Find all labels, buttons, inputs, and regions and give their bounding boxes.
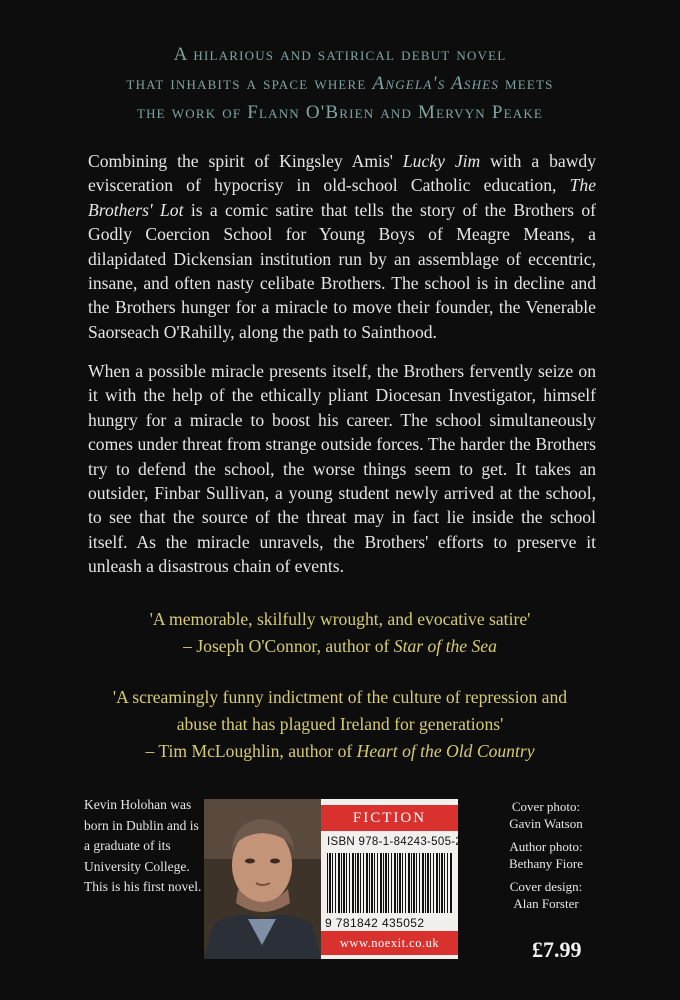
tagline-line-1: A hilarious and satirical debut novel xyxy=(173,44,507,65)
barcode-panel xyxy=(321,799,463,959)
review-1-author: – Joseph O'Connor, author of xyxy=(183,636,394,656)
blurb-p1-start: Combining the spirit of Kingsley Amis' xyxy=(88,151,403,171)
review-quote-2-line-2: abuse that has plagued Ireland for generations' xyxy=(176,714,504,734)
price: £7.99 xyxy=(532,937,582,962)
credit-cover-design xyxy=(478,879,614,912)
review-attribution-2 xyxy=(40,738,640,764)
credit-cover-photo xyxy=(478,799,614,832)
blurb-book-title: The Brothers' Lot xyxy=(88,175,596,220)
review-quote-1: 'A memorable, skilfully wrought, and evocative satire' xyxy=(149,609,531,629)
credit-role: Cover photo: xyxy=(511,799,581,814)
author-bio: Kevin Holohan was born in Dublin and is a graduate of its University College. This is his first novel. xyxy=(84,797,202,895)
blurb-p1-middle: with a bawdy evisceration of hypocrisy in old-school Catholic education, xyxy=(88,151,596,196)
tagline-line-2 xyxy=(40,69,640,98)
credit-name: Alan Forster xyxy=(513,895,579,911)
tagline-line-2-end: meets xyxy=(499,73,554,94)
tagline xyxy=(40,40,640,127)
blurb-paragraph-2: When a possible miracle presents itself, the Brothers fervently seize on it with the help of the ethically pliant Diocesan Investigator, himself hungry for a miracle to boost his career. The school simultaneously comes under threat from strange outside forces. The harder the Brothers try to defend the school, the worse things seem to get. It takes an outsider, Finbar Sullivan, a young student newly arrived at the school, to see that the source of the threat may in fact lie inside the school itself. As the miracle unravels, the Brothers' efforts to preserve it unleash a disastrous chain of events. xyxy=(88,361,596,577)
credit-role: Author photo: xyxy=(509,839,583,854)
review-2-book: Heart of the Old Country xyxy=(356,741,535,761)
credit-role: Cover design: xyxy=(509,879,583,894)
tagline-line-3: the work of Flann O'Brien and Mervyn Peake xyxy=(136,102,544,123)
genre-label: FICTION xyxy=(321,805,458,831)
publisher-website: www.noexit.co.uk xyxy=(321,931,458,955)
author-photo xyxy=(204,799,321,959)
blurb-paragraph-1 xyxy=(88,149,596,344)
tagline-line-2-start: that inhabits a space where xyxy=(126,73,373,94)
review-quote-2-line-1: 'A screamingly funny indictment of the culture of repression and xyxy=(112,687,568,707)
tagline-book-title: Angela's Ashes xyxy=(372,73,500,94)
barcode-icon xyxy=(327,853,453,913)
blurb-p1-end: is a comic satire that tells the story of the Brothers of Godly Coercion School for Young Boys of Meagre Means, a dilapidated Dickensian institution run by an assemblage of eccentric, insane, and often nasty celibate Brothers. The school is in decline and the Brothers hunger for a miracle to move their founder, the Venerable Saorseach O'Rahilly, along the path to Sainthood. xyxy=(88,199,596,342)
isbn-text: ISBN 978-1-84243-505-2 xyxy=(327,836,463,848)
author-portrait-illustration xyxy=(204,799,321,959)
review-2-author: – Tim McLoughlin, author of xyxy=(145,741,357,761)
review-attribution-1 xyxy=(40,633,640,659)
review-1-book: Star of the Sea xyxy=(393,636,497,656)
barcode-digits: 9 781842 435052 xyxy=(325,916,425,930)
credit-name: Bethany Fiore xyxy=(508,855,583,871)
blurb-book-lucky-jim: Lucky Jim xyxy=(402,151,481,171)
credit-author-photo xyxy=(478,839,614,872)
credit-name: Gavin Watson xyxy=(509,815,583,831)
credits xyxy=(478,799,614,919)
